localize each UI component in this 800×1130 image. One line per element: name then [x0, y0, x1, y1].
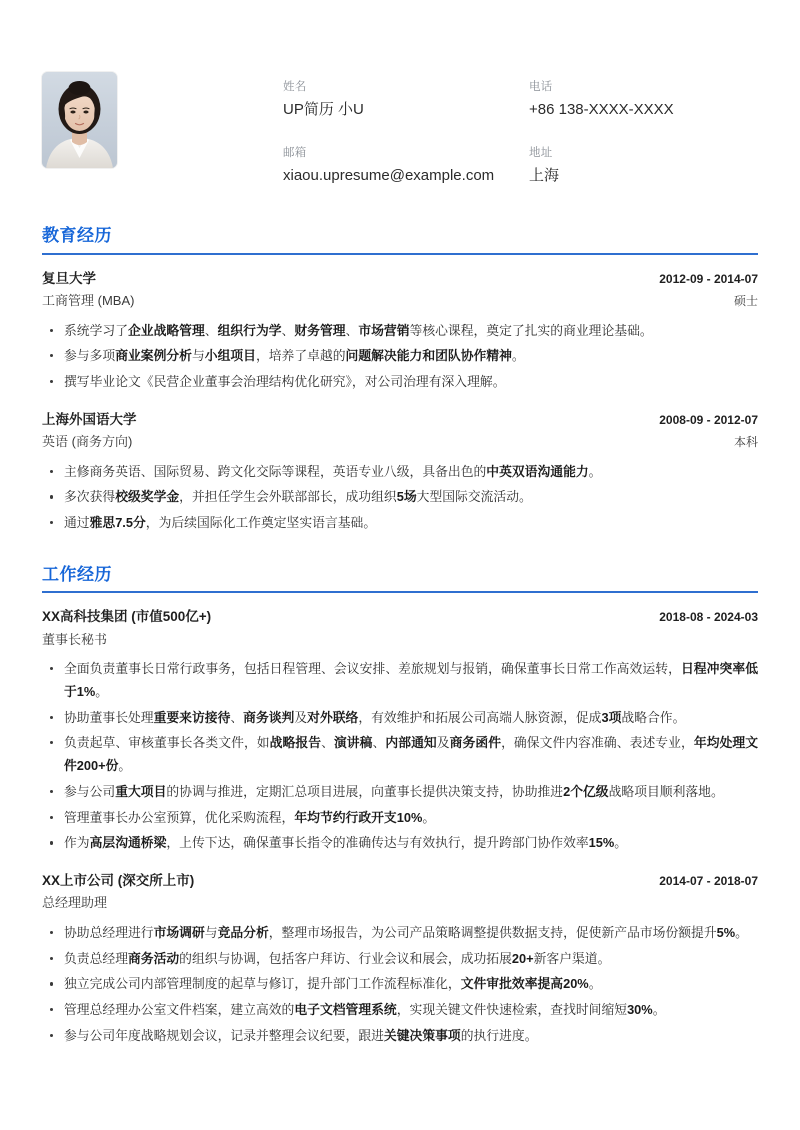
contact-field-name	[283, 80, 529, 120]
entry-date-range: 2014-07 - 2018-07	[659, 874, 758, 889]
bullet-item: 系统学习了企业战略管理、组织行为学、财务管理、市场营销等核心课程，奠定了扎实的商业理论基础。	[42, 320, 758, 343]
resume-header	[42, 0, 758, 196]
contact-field-phone	[529, 80, 775, 120]
bullet-item: 主修商务英语、国际贸易、跨文化交际等课程，英语专业八级，具备出色的中英双语沟通能力。	[42, 461, 758, 484]
entry-header-row	[42, 269, 758, 289]
entry-role: 董事长秘书	[42, 631, 108, 647]
section-divider	[42, 591, 758, 593]
name-value: UP简历 小U	[283, 100, 364, 118]
bullet-item: 负责起草、审核董事长各类文件，如战略报告、演讲稿、内部通知及商务函件，确保文件内容准确、表述专业，年均处理文件200+份。	[42, 732, 758, 778]
entry-meta: 硕士	[733, 294, 758, 309]
contact-field-address	[529, 146, 775, 186]
entry-organization: 复旦大学	[42, 270, 96, 286]
bullet-item: 管理董事长办公室预算，优化采购流程，年均节约行政开支10%。	[42, 807, 758, 830]
section-title: 教育经历	[42, 226, 112, 246]
entry-meta: 本科	[733, 435, 758, 450]
entry-organization: XX上市公司 (深交所上市)	[42, 873, 195, 889]
resume-sections	[42, 226, 758, 1047]
entry-role: 英语 (商务方向)	[42, 434, 133, 450]
section-divider	[42, 253, 758, 255]
resume-entry	[42, 269, 758, 394]
entry-subheader-row	[42, 893, 758, 913]
bullet-item: 参与公司年度战略规划会议，记录并整理会议纪要，跟进关键决策事项的执行进度。	[42, 1025, 758, 1048]
entry-organization: 上海外国语大学	[42, 411, 137, 427]
bullet-item: 多次获得校级奖学金，并担任学生会外联部部长，成功组织5场大型国际交流活动。	[42, 486, 758, 509]
entry-bullet-list	[42, 461, 758, 535]
resume-section	[42, 565, 758, 1048]
contact-info	[283, 72, 775, 186]
entry-organization: XX高科技集团 (市值500亿+)	[42, 609, 212, 625]
entry-date-range: 2008-09 - 2012-07	[659, 412, 758, 427]
entry-date-range: 2018-08 - 2024-03	[659, 610, 758, 625]
entry-bullet-list	[42, 658, 758, 855]
entry-subheader-row	[42, 630, 758, 650]
bullet-item: 参与公司重大项目的协调与推进，定期汇总项目进展，向董事长提供决策支持，协助推进2个亿级战略项目顺利落地。	[42, 781, 758, 804]
entry-subheader-row	[42, 432, 758, 452]
bullet-item: 作为高层沟通桥梁，上传下达，确保董事长指令的准确传达与有效执行，提升跨部门协作效率15%。	[42, 832, 758, 855]
entry-role: 总经理助理	[42, 895, 108, 911]
address-label: 地址	[529, 147, 553, 160]
entry-role: 工商管理 (MBA)	[42, 293, 135, 309]
entry-date-range: 2012-09 - 2014-07	[659, 271, 758, 286]
contact-row-2	[283, 146, 775, 186]
entry-header-row	[42, 607, 758, 627]
entry-header-row	[42, 871, 758, 891]
resume-entry	[42, 410, 758, 535]
contact-row-1	[283, 80, 775, 120]
entry-subheader-row	[42, 291, 758, 311]
name-label: 姓名	[283, 81, 307, 93]
section-title: 工作经历	[42, 564, 112, 584]
entry-bullet-list	[42, 922, 758, 1048]
bullet-item: 独立完成公司内部管理制度的起草与修订，提升部门工作流程标准化，文件审批效率提高20%。	[42, 973, 758, 996]
phone-value: +86 138-XXXX-XXXX	[529, 100, 674, 118]
profile-photo	[42, 72, 117, 168]
entry-bullet-list	[42, 320, 758, 394]
bullet-item: 协助董事长处理重要来访接待、商务谈判及对外联络，有效维护和拓展公司高端人脉资源，促成3项战略合作。	[42, 707, 758, 730]
bullet-item: 通过雅思7.5分，为后续国际化工作奠定坚实语言基础。	[42, 512, 758, 535]
bullet-item: 管理总经理办公室文件档案，建立高效的电子文档管理系统，实现关键文件快速检索，查找时间缩短30%。	[42, 999, 758, 1022]
email-value: xiaou.upresume@example.com	[283, 167, 495, 185]
bullet-item: 协助总经理进行市场调研与竞品分析，整理市场报告，为公司产品策略调整提供数据支持，促使新产品市场份额提升5%。	[42, 922, 758, 945]
address-value: 上海	[529, 167, 560, 185]
contact-field-email	[283, 146, 529, 186]
resume-entry	[42, 607, 758, 855]
bullet-item: 参与多项商业案例分析与小组项目，培养了卓越的问题解决能力和团队协作精神。	[42, 345, 758, 368]
resume-entry	[42, 871, 758, 1048]
resume-section	[42, 226, 758, 534]
phone-label: 电话	[529, 81, 553, 93]
entry-header-row	[42, 410, 758, 430]
bullet-item: 全面负责董事长日常行政事务，包括日程管理、会议安排、差旅规划与报销，确保董事长日常工作高效运转，日程冲突率低于1%。	[42, 658, 758, 704]
email-label: 邮箱	[283, 147, 307, 160]
bullet-item: 负责总经理商务活动的组织与协调，包括客户拜访、行业会议和展会，成功拓展20+新客户渠道。	[42, 948, 758, 971]
bullet-item: 撰写毕业论文《民营企业董事会治理结构优化研究》，对公司治理有深入理解。	[42, 371, 758, 394]
